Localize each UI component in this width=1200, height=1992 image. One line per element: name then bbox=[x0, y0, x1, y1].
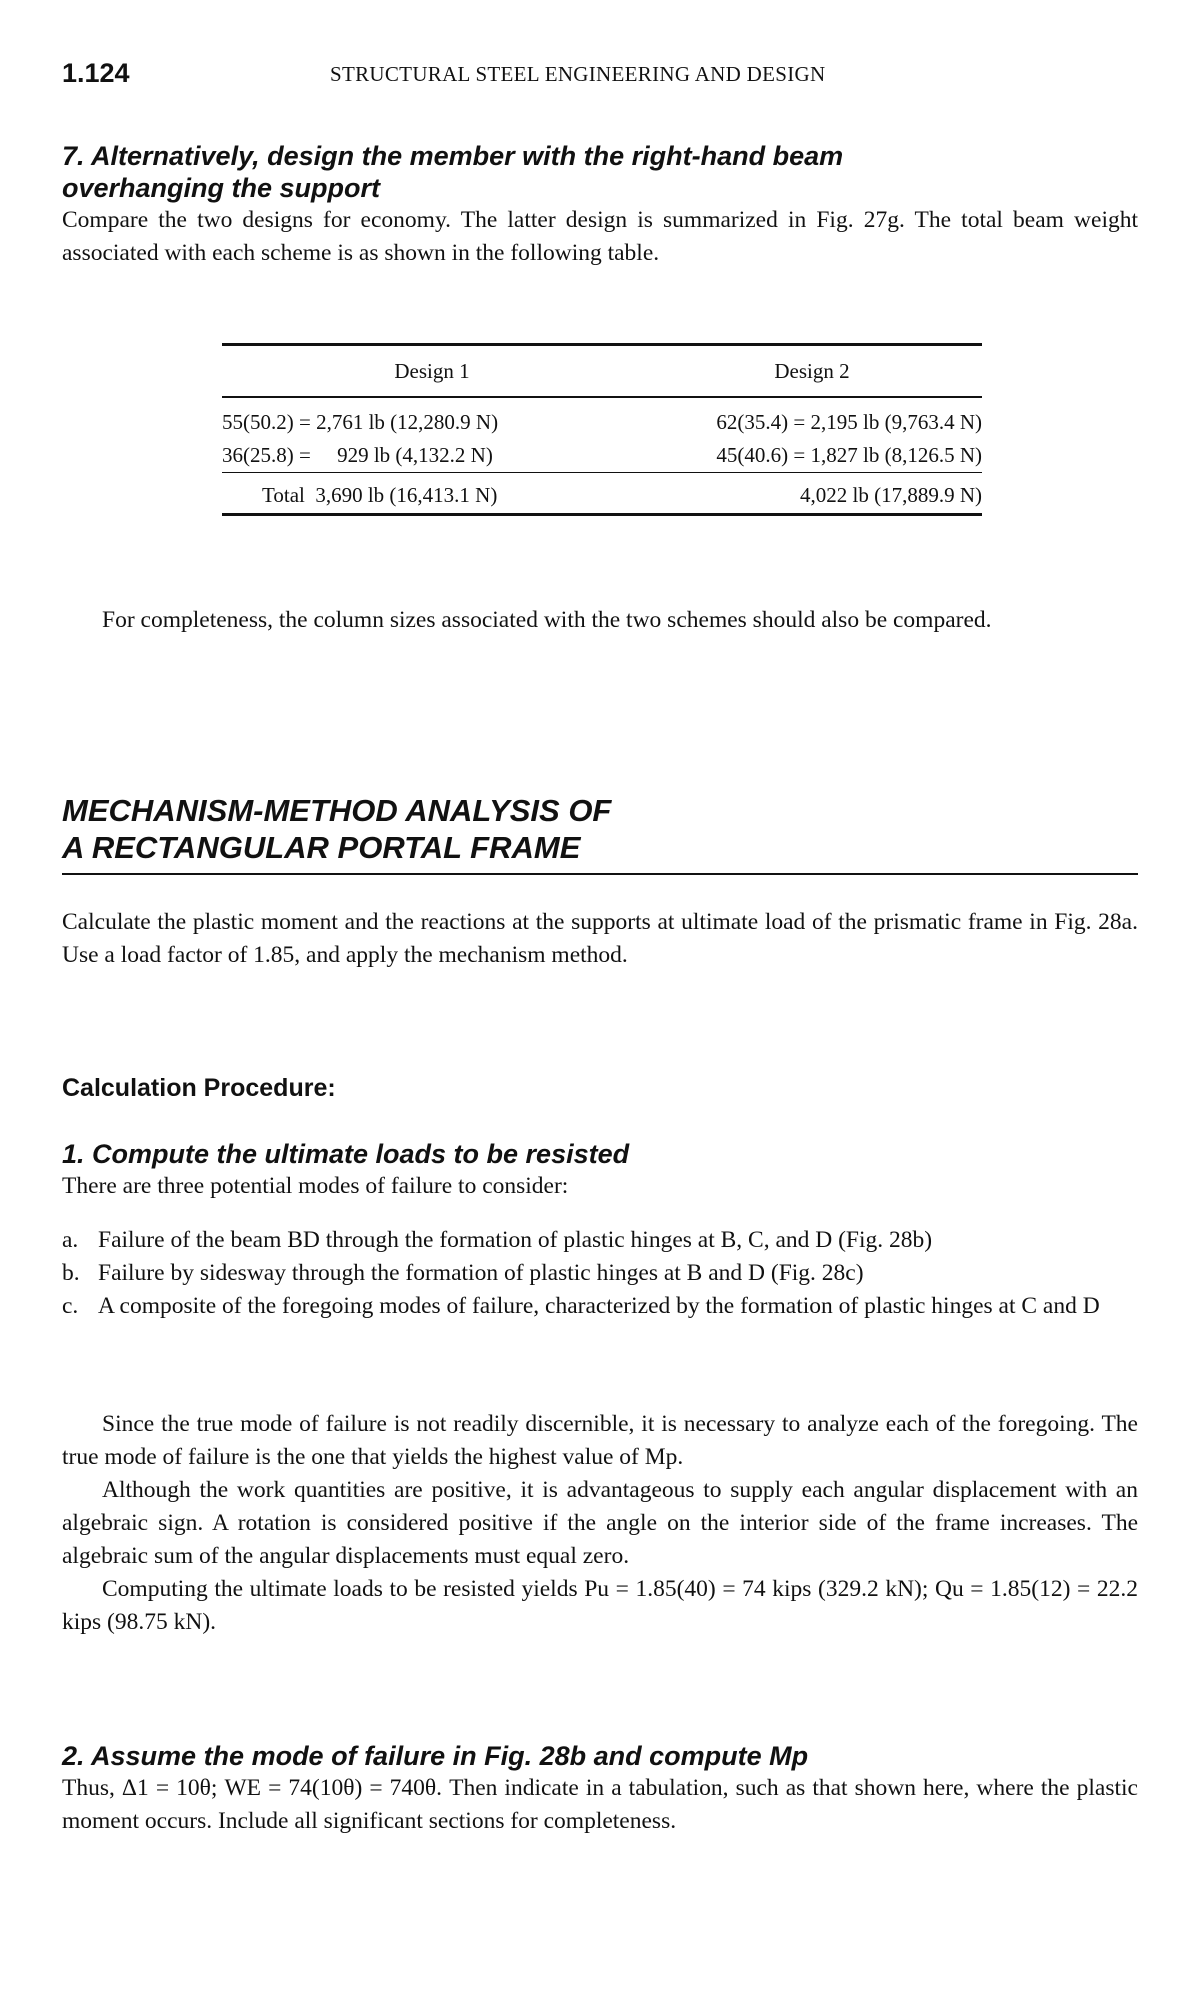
table-total-design2: 4,022 lb (17,889.9 N) bbox=[642, 473, 982, 515]
procedure-heading-block bbox=[62, 1074, 1138, 1103]
step7-heading-line2: overhanging the support bbox=[62, 173, 381, 203]
step2-heading: 2. Assume the mode of failure in Fig. 28b and compute Mp bbox=[62, 1741, 809, 1771]
step2-block bbox=[62, 1740, 1138, 1838]
section-intro: Calculate the plastic moment and the reactions at the supports at ultimate load of the prismatic frame in Fig. 28a. Use a load factor of 1.85, and apply the mechanism method. bbox=[62, 909, 1138, 968]
running-header bbox=[62, 58, 1138, 88]
table-total-design1: Total 3,690 lb (16,413.1 N) bbox=[222, 473, 642, 515]
step1-block bbox=[62, 1138, 1138, 1203]
step7-block bbox=[62, 140, 1138, 270]
section-intro-block bbox=[62, 906, 1138, 972]
table-header-design2: Design 2 bbox=[642, 345, 982, 398]
procedure-heading: Calculation Procedure: bbox=[62, 1074, 336, 1102]
completeness-block bbox=[62, 604, 1138, 637]
step1-heading: 1. Compute the ultimate loads to be resisted bbox=[62, 1139, 630, 1169]
list-item-text: A composite of the foregoing modes of failure, characterized by the formation of plastic hinges at C and D bbox=[98, 1293, 1100, 1319]
section-divider bbox=[62, 873, 1138, 875]
paragraph: Although the work quantities are positive, it is advantageous to supply each angular displacement with an algebraic sign. A rotation is considered positive if the angle on the interior side of the frame increases. The algebraic sum of the angular displacements must equal zero. bbox=[62, 1477, 1138, 1569]
section-heading bbox=[62, 792, 1138, 866]
table-total-row bbox=[222, 473, 982, 515]
page-number: 1.124 bbox=[62, 58, 130, 88]
failure-modes-block bbox=[62, 1224, 1138, 1323]
table-cell: 36(25.8) = 929 lb (4,132.2 N) bbox=[222, 443, 493, 467]
step7-text: Compare the two designs for economy. The latter design is summarized in Fig. 27g. The total beam weight associated with each scheme is as shown in the following table. bbox=[62, 207, 1138, 266]
design-comparison-table bbox=[222, 343, 982, 516]
table-row bbox=[222, 439, 982, 473]
list-item bbox=[62, 1224, 1138, 1257]
failure-modes-list bbox=[62, 1224, 1138, 1323]
step7-heading-line1: 7. Alternatively, design the member with the right-hand beam bbox=[62, 141, 844, 171]
section-title bbox=[62, 792, 1138, 866]
list-item-label: c. bbox=[62, 1293, 79, 1319]
list-item bbox=[62, 1290, 1138, 1323]
list-item-label: a. bbox=[62, 1227, 79, 1253]
completeness-text: For completeness, the column sizes associated with the two schemes should also be compared. bbox=[102, 607, 992, 633]
list-item bbox=[62, 1257, 1138, 1290]
section-title-line1: MECHANISM-METHOD ANALYSIS OF bbox=[62, 793, 612, 828]
list-item-label: b. bbox=[62, 1260, 80, 1286]
step7-heading bbox=[62, 140, 1138, 204]
table-header-design1: Design 1 bbox=[222, 345, 642, 398]
analysis-paragraphs bbox=[62, 1408, 1138, 1639]
step1-intro: There are three potential modes of failure to consider: bbox=[62, 1173, 569, 1199]
running-title: STRUCTURAL STEEL ENGINEERING AND DESIGN bbox=[330, 62, 826, 86]
list-item-text: Failure by sidesway through the formation of plastic hinges at B and D (Fig. 28c) bbox=[98, 1260, 864, 1286]
table-cell: 55(50.2) = 2,761 lb (12,280.9 N) bbox=[222, 410, 499, 434]
table-row bbox=[222, 397, 982, 439]
step2-text: Thus, Δ1 = 10θ; WE = 74(10θ) = 740θ. Then indicate in a tabulation, such as that shown here, where the plastic moment occurs. Include all significant sections for completeness. bbox=[62, 1775, 1138, 1834]
section-title-line2: A RECTANGULAR PORTAL FRAME bbox=[62, 830, 581, 865]
table-cell: 62(35.4) = 2,195 lb (9,763.4 N) bbox=[716, 410, 982, 434]
paragraph: Since the true mode of failure is not readily discernible, it is necessary to analyze each of the foregoing. The true mode of failure is the one that yields the highest value of Mp. bbox=[62, 1411, 1138, 1470]
paragraph: Computing the ultimate loads to be resisted yields Pu = 1.85(40) = 74 kips (329.2 kN); Qu = 1.85(12) = 22.2 kips (98.75 kN). bbox=[62, 1576, 1138, 1635]
table-cell: 45(40.6) = 1,827 lb (8,126.5 N) bbox=[716, 443, 982, 467]
list-item-text: Failure of the beam BD through the formation of plastic hinges at B, C, and D (Fig. 28b) bbox=[98, 1227, 933, 1253]
table-header-row bbox=[222, 345, 982, 398]
